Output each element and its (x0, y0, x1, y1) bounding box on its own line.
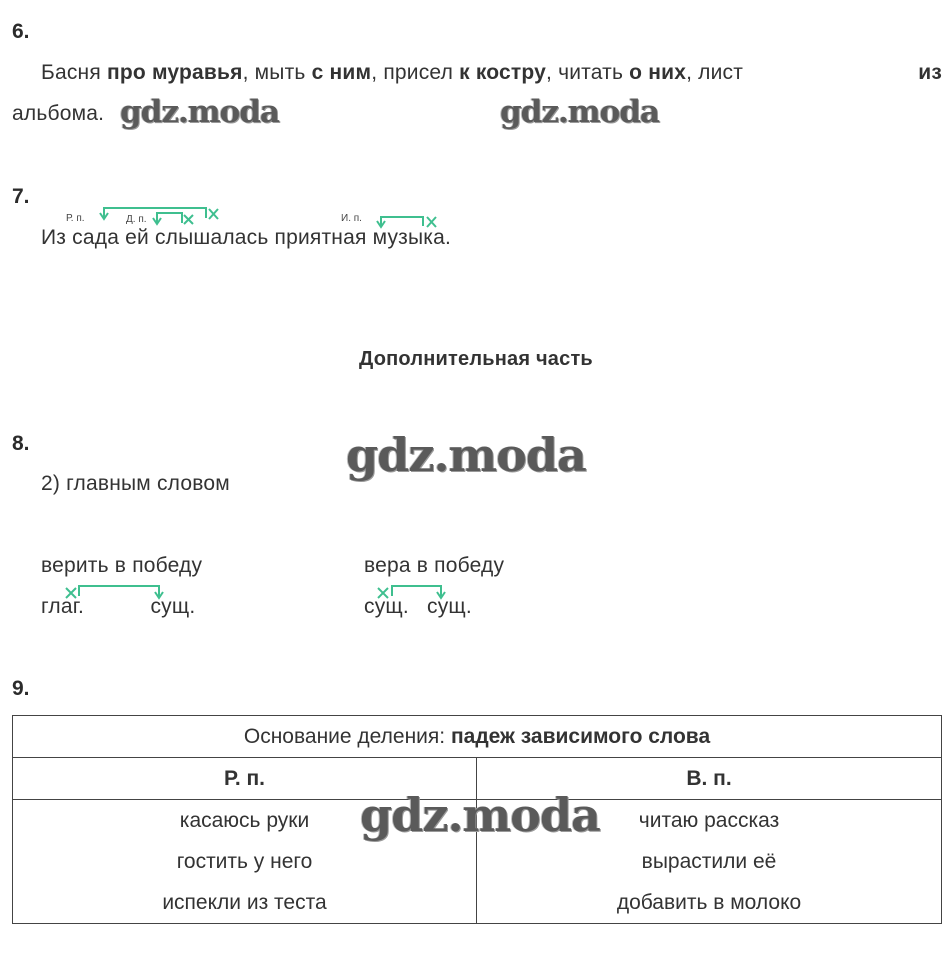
ex6-bold: с ним (311, 61, 372, 84)
exercise-6-line-2: альбома. (12, 102, 105, 125)
exercise-8-number: 8. (12, 432, 30, 455)
case-label-ip: И. п. (341, 213, 362, 224)
ex6-bold: к костру (459, 61, 547, 84)
basis-cell (13, 716, 942, 758)
parts-left: глаг. сущ. (41, 595, 196, 618)
ex6-text: , читать (546, 61, 630, 84)
ex6-bold: про муравья (106, 61, 243, 84)
exercise-7-number: 7. (12, 185, 30, 208)
list-item: касаюсь руки (179, 809, 310, 832)
cross-mark (209, 209, 218, 219)
watermark: gdz.moda (500, 94, 659, 130)
phrase-right: вера в победу (364, 554, 505, 577)
exercise-9-number: 9. (12, 677, 30, 700)
basis-prefix: Основание деления: (243, 724, 451, 748)
case-label-rp: Р. п. (66, 213, 85, 224)
list-item: читаю рассказ (638, 809, 780, 832)
list-item: вырастили её (641, 850, 777, 873)
list-item: испекли из теста (162, 891, 327, 914)
ex6-text: Басня (41, 61, 107, 84)
ex6-text: , присел (371, 61, 460, 84)
case-label-dp: Д. п. (126, 214, 147, 225)
exercise-8-answer: 2) главным словом (41, 472, 230, 495)
arrow-line (381, 217, 423, 226)
ex6-bold: о них (629, 61, 687, 84)
exercise-7-sentence: Из сада ей слышалась приятная музыка. (41, 226, 452, 249)
phrase-left: верить в победу (41, 554, 203, 577)
table-row (13, 716, 942, 758)
exercise-6-number: 6. (12, 20, 30, 43)
list-item: добавить в молоко (616, 891, 802, 914)
basis-value: падеж зависимого слова (450, 724, 711, 748)
section-heading: Дополнительная часть (359, 348, 593, 370)
ex6-bold-end: из (918, 61, 942, 84)
watermark: gdz.moda (360, 788, 600, 842)
column-header: Р. п. (13, 758, 477, 800)
list-item: гостить у него (176, 850, 313, 873)
cross-mark (184, 215, 193, 224)
watermark: gdz.moda (346, 428, 586, 482)
ex6-text: , мыть (242, 61, 312, 84)
watermark: gdz.moda (120, 94, 279, 130)
column-header: В. п. (477, 758, 942, 800)
parts-right: сущ. сущ. (364, 595, 472, 618)
ex6-text: , лист (686, 61, 744, 84)
